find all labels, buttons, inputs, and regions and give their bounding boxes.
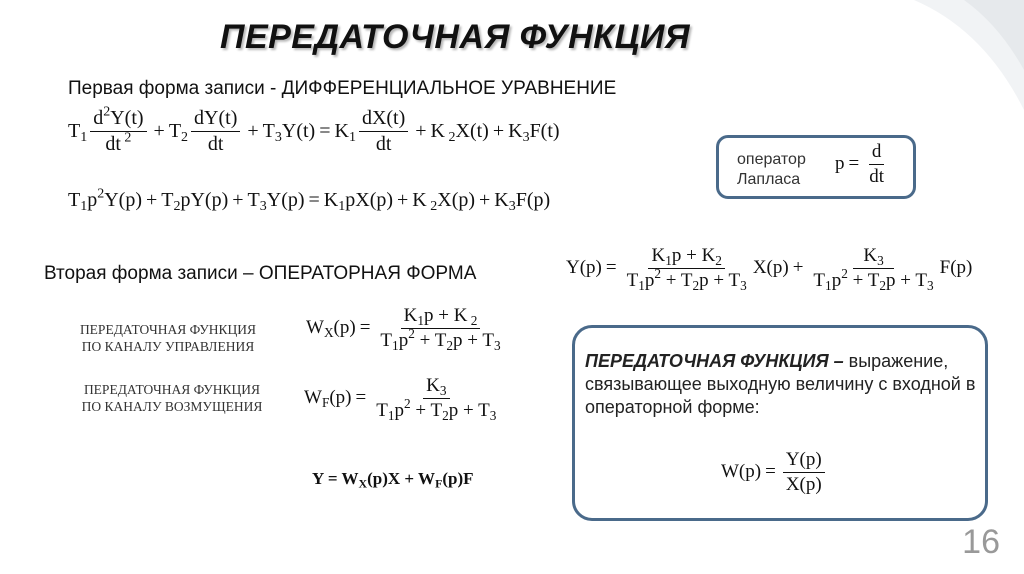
wf-label: ПЕРЕДАТОЧНАЯ ФУНКЦИЯ ПО КАНАЛУ ВОЗМУЩЕНИЯ bbox=[81, 382, 263, 414]
operator-label: оператор bbox=[737, 151, 806, 168]
definition-term: ПЕРЕДАТОЧНАЯ ФУНКЦИЯ bbox=[585, 351, 829, 371]
differential-equation: $T_1$ $\frac{d^2Y(t)}{dt ^2}$ + $T_2$ $\frac{dY(t)}{dt}$ + $T_3Y(t)$ = $K_1$ $\frac{dX(t)}{dt}$ + K $_2$X(t) + $K_3F(t)$ bbox=[68, 104, 560, 155]
laplace-operator-box bbox=[716, 135, 916, 199]
laplace-label: Лапласа bbox=[737, 171, 801, 188]
wx-label: ПЕРЕДАТОЧНАЯ ФУНКЦИЯ ПО КАНАЛУ УПРАВЛЕНИЯ bbox=[79, 322, 257, 354]
definition-text: ПЕРЕДАТОЧНАЯ ФУНКЦИЯ – выражение, связывающее выходную величину с входной в операторной форме: bbox=[585, 351, 976, 418]
laplace-equation: $T_1p^2Y(p)$ + $T_2pY(p)$ + $T_3Y(p)$ = $K_1pX(p)$ + K $_2$X(p) + $K_3F(p)$ bbox=[68, 186, 551, 215]
corner-decoration bbox=[794, 0, 1024, 140]
summary-equation: $Y = W_X(p)X + W_F(p)F$ bbox=[312, 469, 474, 491]
operator-formula: p = $\frac{d}{dt}$ bbox=[835, 141, 884, 187]
page-number: 16 bbox=[962, 523, 1000, 561]
page-title: ПЕРЕДАТОЧНАЯ ФУНКЦИЯ bbox=[220, 18, 691, 56]
form2-heading: Вторая форма записи – ОПЕРАТОРНАЯ ФОРМА bbox=[44, 263, 477, 284]
operator-form-equation: Y(p) = $\frac{K_1p + K_2}{T_1p^2 + T_2p + T_3}$ X(p) + $\frac{K_3}{T_1p^2 + T_2p + T_3}$ F(p) bbox=[566, 245, 973, 293]
form1-heading: Первая форма записи - ДИФФЕРЕНЦИАЛЬНОЕ УРАВНЕНИЕ bbox=[68, 78, 617, 99]
definition-box bbox=[572, 325, 988, 521]
definition-body: выражение, связывающее выходную величину с входной в операторной форме: bbox=[585, 351, 976, 418]
wf-formula: $W_F(p)$ = $\frac{K_3}{T_1p^2 + T_2p + T_3}$ bbox=[304, 375, 497, 423]
definition-formula: W(p) = $\frac{Y(p)}{X(p)}$ bbox=[721, 450, 828, 495]
wx-formula: $W_X(p)$ = $\frac{K_1p + K _2}{T_1p^2 + T_2p + T_3}$ bbox=[306, 305, 501, 353]
